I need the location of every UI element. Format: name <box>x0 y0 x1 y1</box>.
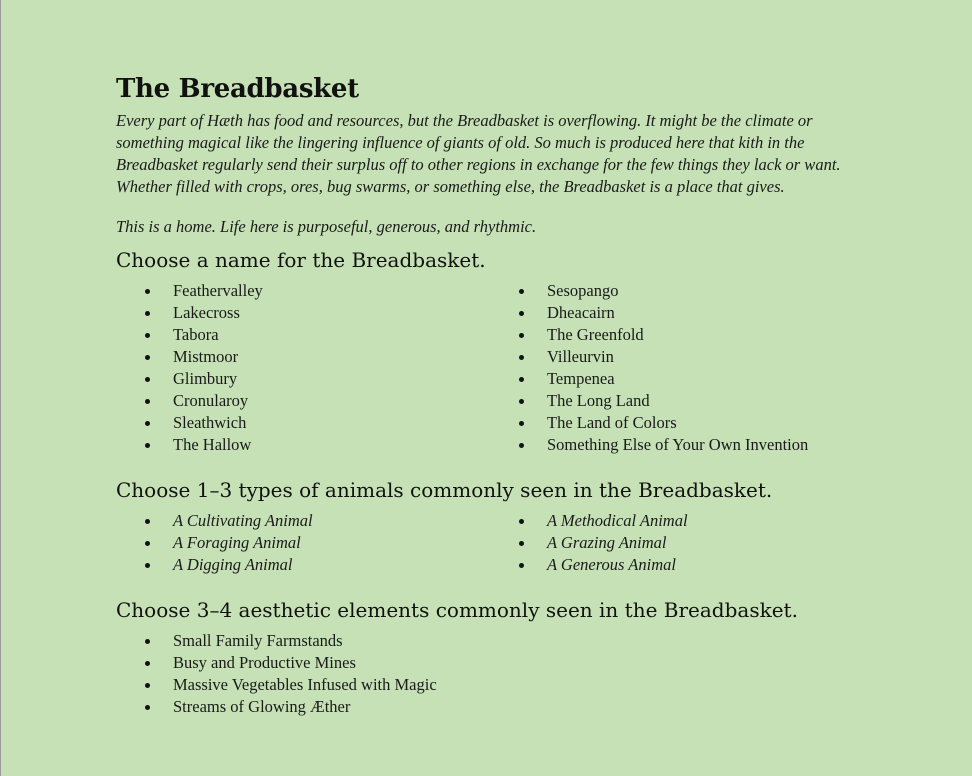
list-item: A Cultivating Animal <box>116 510 490 532</box>
animals-list-right <box>490 510 864 576</box>
list-item: Busy and Productive Mines <box>116 652 876 674</box>
animals-list-left <box>116 510 490 576</box>
list-item: Dheacairn <box>490 302 864 324</box>
names-heading: Choose a name for the Breadbasket. <box>116 248 486 272</box>
list-item: Sesopango <box>490 280 864 302</box>
list-item: Massive Vegetables Infused with Magic <box>116 674 876 696</box>
aesthetic-list <box>116 630 876 718</box>
list-item: A Methodical Animal <box>490 510 864 532</box>
list-item: Mistmoor <box>116 346 490 368</box>
list-item: Sleathwich <box>116 412 490 434</box>
animals-heading: Choose 1–3 types of animals commonly seen in the Breadbasket. <box>116 478 773 502</box>
list-item: Villeurvin <box>490 346 864 368</box>
list-item: A Grazing Animal <box>490 532 864 554</box>
aesthetic-heading: Choose 3–4 aesthetic elements commonly seen in the Breadbasket. <box>116 598 798 622</box>
list-item: Tabora <box>116 324 490 346</box>
list-item: Something Else of Your Own Invention <box>490 434 864 456</box>
list-item: A Foraging Animal <box>116 532 490 554</box>
list-item: Small Family Farmstands <box>116 630 876 652</box>
list-item: A Digging Animal <box>116 554 490 576</box>
intro-paragraph: Every part of Hæth has food and resources, but the Breadbasket is overflowing. It might be the climate or something magical like the lingering influence of giants of old. So much is produced here that kith in the Breadbasket regularly send their surplus off to other regions in exchange for the few things they lack or want. Whether filled with crops, ores, bug swarms, or something else, the Breadbasket is a place that gives. <box>116 111 841 196</box>
names-list <box>116 280 876 456</box>
list-item: Lakecross <box>116 302 490 324</box>
list-item: A Generous Animal <box>490 554 864 576</box>
document-body <box>116 74 876 718</box>
list-item: Glimbury <box>116 368 490 390</box>
list-item: Feathervalley <box>116 280 490 302</box>
list-item: Cronularoy <box>116 390 490 412</box>
tagline-paragraph: This is a home. Life here is purposeful, generous, and rhythmic. <box>116 217 537 236</box>
list-item: Tempenea <box>490 368 864 390</box>
list-item: The Land of Colors <box>490 412 864 434</box>
animals-list <box>116 510 876 576</box>
page-left-edge <box>0 0 1 776</box>
list-item: Streams of Glowing Æther <box>116 696 876 718</box>
page-title: The Breadbasket <box>116 74 359 104</box>
list-item: The Greenfold <box>490 324 864 346</box>
names-list-left <box>116 280 490 456</box>
list-item: The Hallow <box>116 434 490 456</box>
list-item: The Long Land <box>490 390 864 412</box>
names-list-right <box>490 280 864 456</box>
